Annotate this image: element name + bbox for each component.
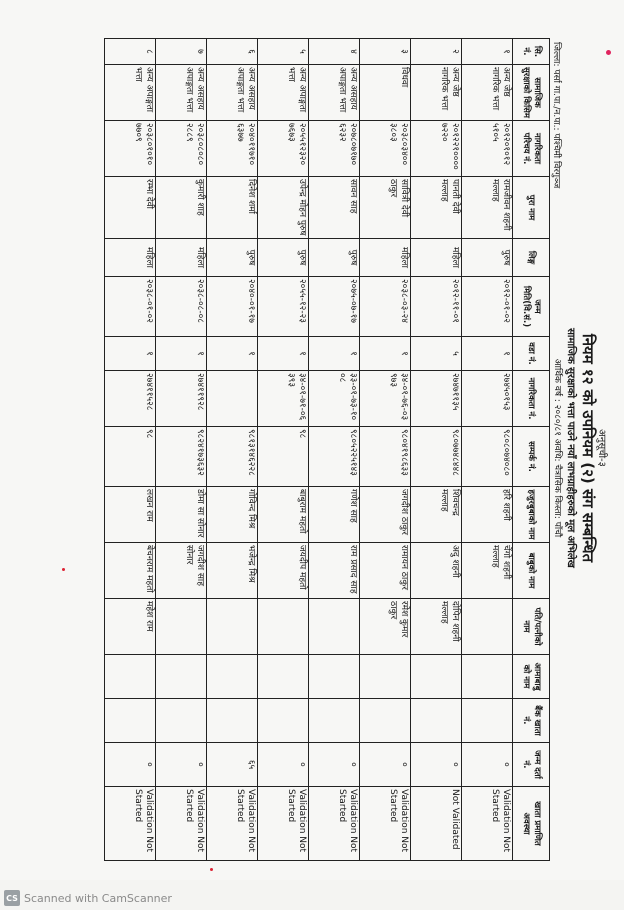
table-cell: दोपिन शहनी मल्लाह bbox=[411, 599, 462, 655]
red-mark bbox=[210, 868, 213, 871]
table-cell: रामायन ठाकुर bbox=[360, 543, 411, 599]
table-header-row bbox=[513, 39, 550, 861]
column-header: लिङ्ग bbox=[513, 239, 550, 277]
table-cell: ७ bbox=[156, 39, 207, 65]
table-cell: ३३-०१-७३-१००८ bbox=[309, 371, 360, 427]
district-line: जिल्ला: पर्सा गा.पा./न.पा.: पश्चिमी विरगुञ्ज bbox=[551, 42, 561, 189]
table-cell: शिवचन्द्र मल्लाह bbox=[411, 487, 462, 543]
table-cell bbox=[156, 599, 207, 655]
table-cell bbox=[207, 371, 258, 427]
table-row bbox=[156, 39, 207, 861]
table-cell: महिला bbox=[411, 239, 462, 277]
column-header: आमाबाबु को नाम bbox=[513, 655, 550, 699]
table-cell bbox=[207, 655, 258, 699]
table-cell: Validation Not Started bbox=[207, 787, 258, 861]
column-header: सम्पर्क नं. bbox=[513, 427, 550, 487]
table-cell: पुरुष bbox=[462, 239, 513, 277]
column-header: पति/पत्नीको नाम bbox=[513, 599, 550, 655]
table-cell: १ bbox=[309, 337, 360, 371]
document-subtitle: सामाजिक सुरक्षाको भत्ता पाउने नयाँ लाभग्राहीहरुको मूल अभिलेख bbox=[565, 328, 576, 568]
table-cell: २०४०११७१० ६३७७ bbox=[207, 121, 258, 177]
table-cell: २०१२-०१-०२ bbox=[462, 277, 513, 337]
column-header: नागरिकता परिचय नं. bbox=[513, 121, 550, 177]
table-cell: २०७५-०७-१७ bbox=[309, 277, 360, 337]
table-cell: ९८०८०७४०८० bbox=[462, 427, 513, 487]
table-cell: ० bbox=[309, 743, 360, 787]
column-header: बाबुको नाम bbox=[513, 543, 550, 599]
table-cell: २७४११५२८ bbox=[105, 371, 156, 427]
table-cell: १ bbox=[207, 337, 258, 371]
table-cell: पानती देवी मल्लाह bbox=[411, 177, 462, 239]
table-cell: ० bbox=[360, 743, 411, 787]
table-cell: Validation Not Started bbox=[462, 787, 513, 861]
table-cell bbox=[360, 699, 411, 743]
camscanner-footer bbox=[4, 890, 172, 906]
table-cell bbox=[105, 655, 156, 699]
table-cell: लखन राम bbox=[105, 487, 156, 543]
table-cell: ५ bbox=[258, 39, 309, 65]
table-cell: ९८०४१९८६३३ bbox=[360, 427, 411, 487]
table-cell: २०५५१२३२० ७६७३ bbox=[258, 121, 309, 177]
rule-title: नियम १२ को उपनियम (२) संग सम्बन्धित bbox=[579, 333, 597, 563]
column-header: वडा नं. bbox=[513, 337, 550, 371]
table-cell: २०३८०१०१० ७७०९ bbox=[105, 121, 156, 177]
table-cell: ० bbox=[105, 743, 156, 787]
table-row bbox=[207, 39, 258, 861]
table-cell: रामजीवन शहनी मल्लाह bbox=[462, 177, 513, 239]
column-header: नागरिकता नं. bbox=[513, 371, 550, 427]
table-cell: चेंगो शहनी मल्लाह bbox=[462, 543, 513, 599]
table-cell: ९८०७७४८४४८ bbox=[411, 427, 462, 487]
column-header: जन्म मिति(वि.सं.) bbox=[513, 277, 550, 337]
table-cell: Validation Not Started bbox=[309, 787, 360, 861]
table-cell bbox=[207, 599, 258, 655]
table-cell: ९८ bbox=[258, 427, 309, 487]
table-cell: रमेश कुमार ठाकुर bbox=[360, 599, 411, 655]
table-cell: २०३८-०१-०२ bbox=[105, 277, 156, 337]
table-cell: Validation Not Started bbox=[258, 787, 309, 861]
table-cell: ६ bbox=[207, 39, 258, 65]
column-header: हजुरबुबाको नाम bbox=[513, 487, 550, 543]
table-cell: २०४०-०१-१७ bbox=[207, 277, 258, 337]
table-cell: जयदीप महतो bbox=[258, 543, 309, 599]
column-header: सि. नं. bbox=[513, 39, 550, 65]
rotated-document bbox=[12, 28, 612, 868]
table-cell bbox=[462, 655, 513, 699]
table-cell bbox=[411, 699, 462, 743]
table-cell: २७४५०१५३ bbox=[462, 371, 513, 427]
table-cell: अन्य अपाङ्गता भत्ता bbox=[105, 65, 156, 121]
table-cell: १ bbox=[258, 337, 309, 371]
table-cell: गणेश साह bbox=[309, 487, 360, 543]
table-row bbox=[105, 39, 156, 861]
table-cell: महिला bbox=[156, 239, 207, 277]
table-cell: बाबुराम महतो bbox=[258, 487, 309, 543]
table-cell bbox=[309, 699, 360, 743]
table-cell: २०१२-११-०१ bbox=[411, 277, 462, 337]
table-cell: Validation Not Started bbox=[156, 787, 207, 861]
table-cell: रम्भा देवी bbox=[105, 177, 156, 239]
table-cell: २०३८-०३-२४ bbox=[360, 277, 411, 337]
table-cell: ५ bbox=[411, 337, 462, 371]
table-cell: ० bbox=[462, 743, 513, 787]
table-cell bbox=[360, 655, 411, 699]
table-cell: अन्य असहाय अपाङ्गता भत्ता bbox=[207, 65, 258, 121]
camscanner-label: Scanned with CamScanner bbox=[24, 891, 172, 905]
red-mark bbox=[62, 568, 65, 571]
table-cell bbox=[462, 599, 513, 655]
table-cell: २७४७११३५ bbox=[411, 371, 462, 427]
table-cell: ६५ bbox=[207, 743, 258, 787]
table-cell: डोमा सा सोनार bbox=[156, 487, 207, 543]
annex-label: अनुसूची-३ bbox=[596, 429, 607, 467]
table-cell: २०१२२१०००० ७२२० bbox=[411, 121, 462, 177]
table-cell: २०५५-१२-२३ bbox=[258, 277, 309, 337]
table-cell: १ bbox=[462, 39, 513, 65]
column-header: सामाजिक सुरक्षाको किसिम bbox=[513, 65, 550, 121]
document-header bbox=[550, 28, 612, 868]
table-cell: पुरुष bbox=[207, 239, 258, 277]
table-cell: अन्य असहाय अपाङ्गता भत्ता bbox=[309, 65, 360, 121]
table-cell: दिनेश शर्मा bbox=[207, 177, 258, 239]
table-cell: उपेन्द्र मोहन पुरुष bbox=[258, 177, 309, 239]
table-cell: ३४-०१-७६-०३९७३ bbox=[360, 371, 411, 427]
table-cell: जगदीश ठाकुर bbox=[360, 487, 411, 543]
table-cell: ९८०५२२५१४३ bbox=[309, 427, 360, 487]
table-cell: सावित्री देवी ठाकुर bbox=[360, 177, 411, 239]
table-row bbox=[360, 39, 411, 861]
table-cell: ९८ bbox=[105, 427, 156, 487]
table-cell: ९८१३१४६२२८ bbox=[207, 427, 258, 487]
table-cell: २०३८०३४०० ३८०३ bbox=[360, 121, 411, 177]
table-cell: १ bbox=[360, 337, 411, 371]
table-cell bbox=[156, 699, 207, 743]
table-cell bbox=[105, 699, 156, 743]
table-cell: कुमारी शाह bbox=[156, 177, 207, 239]
table-cell: २०३८-०८-०८ bbox=[156, 277, 207, 337]
table-cell: पुरुष bbox=[309, 239, 360, 277]
table-cell: ९८२४१७३६३२ bbox=[156, 427, 207, 487]
table-cell: १ bbox=[105, 337, 156, 371]
table-cell: बेचनराम महतो bbox=[105, 543, 156, 599]
table-cell: २०७८०७१७० ६२३२ bbox=[309, 121, 360, 177]
table-cell: महिला bbox=[360, 239, 411, 277]
table-cell bbox=[309, 655, 360, 699]
red-mark bbox=[606, 50, 611, 55]
table-cell: गोविन्द मिश्र bbox=[207, 487, 258, 543]
table-cell: ० bbox=[411, 743, 462, 787]
table-row bbox=[309, 39, 360, 861]
table-cell: Validation Not Started bbox=[360, 787, 411, 861]
table-cell: महिला bbox=[105, 239, 156, 277]
table-cell: २ bbox=[411, 39, 462, 65]
table-cell: ३४-०१-७१-०६३९३ bbox=[258, 371, 309, 427]
table-cell: २०३८०८०८० २८८९ bbox=[156, 121, 207, 177]
column-header: बैंक खाता नं. bbox=[513, 699, 550, 743]
table-cell bbox=[411, 655, 462, 699]
table-cell: अन्य जेष्ठ नागरिक भत्ता bbox=[411, 65, 462, 121]
table-cell bbox=[207, 699, 258, 743]
column-header: जन्म दर्ता नं. bbox=[513, 743, 550, 787]
table-cell bbox=[309, 599, 360, 655]
table-cell: हरि शहनी bbox=[462, 487, 513, 543]
table-cell: २०१२०१०१२ ५१०५ bbox=[462, 121, 513, 177]
table-cell: २७४११९२८ bbox=[156, 371, 207, 427]
table-cell: १ bbox=[156, 337, 207, 371]
table-cell: जगदीश साह सोनार bbox=[156, 543, 207, 599]
camscanner-icon: CS bbox=[4, 890, 20, 906]
table-cell bbox=[258, 655, 309, 699]
table-cell bbox=[462, 699, 513, 743]
table-row bbox=[258, 39, 309, 861]
table-cell: विधवा bbox=[360, 65, 411, 121]
table-cell: ४ bbox=[309, 39, 360, 65]
table-cell: Not Validated bbox=[411, 787, 462, 861]
table-cell: अन्य जेष्ठ नागरिक भत्ता bbox=[462, 65, 513, 121]
table-cell: सावन साह bbox=[309, 177, 360, 239]
table-row bbox=[462, 39, 513, 861]
table-cell: पुरुष bbox=[258, 239, 309, 277]
table-cell bbox=[258, 699, 309, 743]
table-cell: ० bbox=[258, 743, 309, 787]
table-cell bbox=[156, 655, 207, 699]
table-cell: राम प्रसाद साह bbox=[309, 543, 360, 599]
table-cell: महेश राम bbox=[105, 599, 156, 655]
column-header: खाता प्रमाणित अवस्था bbox=[513, 787, 550, 861]
table-cell bbox=[258, 599, 309, 655]
table-cell: अन्य असहाय अपाङ्गता भत्ता bbox=[156, 65, 207, 121]
beneficiary-table bbox=[104, 38, 550, 861]
table-cell: अन्य अपाङ्गता भत्ता bbox=[258, 65, 309, 121]
table-cell: ८ bbox=[105, 39, 156, 65]
table-cell: अदु शहनी bbox=[411, 543, 462, 599]
table-cell: Validation Not Started bbox=[105, 787, 156, 861]
column-header: पुरा नाम bbox=[513, 177, 550, 239]
table-cell: भजेन्द्र मिश्र bbox=[207, 543, 258, 599]
table-cell: ० bbox=[156, 743, 207, 787]
table-cell: ३ bbox=[360, 39, 411, 65]
table-cell: १ bbox=[462, 337, 513, 371]
table-row bbox=[411, 39, 462, 861]
fiscal-meta: आर्थिक वर्ष : २०८०/८१ अवधि: चैत्रासिक किस्ता: पाँचौ bbox=[552, 358, 562, 538]
